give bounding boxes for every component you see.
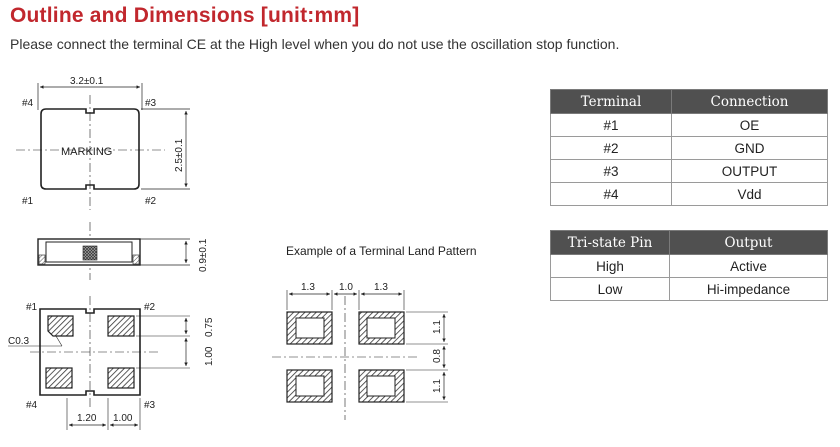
top-height-dim: 2.5±0.1 bbox=[174, 138, 185, 172]
top-pin3-label: #3 bbox=[145, 98, 157, 109]
land-dim-mid: 1.0 bbox=[339, 282, 353, 293]
tristate-output-table bbox=[550, 230, 828, 301]
output-cell: Hi-impedance bbox=[670, 278, 828, 301]
terminal-cell: #4 bbox=[551, 183, 672, 206]
connection-cell: GND bbox=[672, 137, 828, 160]
land-pad-bottom-right bbox=[359, 370, 404, 402]
bottom-pin2-label: #2 bbox=[144, 302, 156, 313]
terminal-cell: #3 bbox=[551, 160, 672, 183]
side-view bbox=[38, 222, 209, 280]
table-row bbox=[551, 160, 828, 183]
land-pad-top-left bbox=[287, 312, 332, 344]
land-dim-top-pad: 1.1 bbox=[432, 320, 443, 334]
land-dim-left: 1.3 bbox=[301, 282, 315, 293]
page-title: Outline and Dimensions [unit:mm] bbox=[10, 4, 360, 27]
output-header: Output bbox=[670, 231, 828, 255]
table-row bbox=[551, 278, 828, 301]
bottom-pin3-label: #3 bbox=[144, 400, 156, 411]
chamfer-label: C0.3 bbox=[8, 336, 30, 347]
table-row bbox=[551, 137, 828, 160]
top-view bbox=[16, 76, 190, 210]
dim-075-label: 0.75 bbox=[204, 317, 215, 337]
land-pattern bbox=[272, 244, 477, 420]
dim-100-vertical-label: 1.00 bbox=[204, 346, 215, 366]
terminal-cell: #1 bbox=[551, 114, 672, 137]
output-cell: Active bbox=[670, 255, 828, 278]
connection-cell: OE bbox=[672, 114, 828, 137]
land-dim-bottom-pad: 1.1 bbox=[432, 379, 443, 393]
bottom-pin1-label: #1 bbox=[26, 302, 38, 313]
terminal-cell: #2 bbox=[551, 137, 672, 160]
dim-120-label: 1.20 bbox=[77, 413, 97, 424]
page-subtitle: Please connect the terminal CE at the High level when you do not use the oscillation stop function. bbox=[10, 36, 620, 52]
land-dim-gap: 0.8 bbox=[432, 349, 443, 363]
terminal-header: Terminal bbox=[551, 90, 672, 114]
table-row bbox=[551, 183, 828, 206]
table-row bbox=[551, 255, 828, 278]
top-width-dim: 3.2±0.1 bbox=[70, 76, 104, 87]
tristate-header: Tri-state Pin bbox=[551, 231, 670, 255]
marking-label: MARKING bbox=[61, 146, 113, 158]
terminal-connection-table bbox=[550, 89, 828, 206]
land-pad-bottom-left bbox=[287, 370, 332, 402]
top-pin2-label: #2 bbox=[145, 196, 157, 207]
dim-100-horizontal-label: 1.00 bbox=[113, 413, 133, 424]
connection-cell: OUTPUT bbox=[672, 160, 828, 183]
connection-header: Connection bbox=[672, 90, 828, 114]
tristate-cell: High bbox=[551, 255, 670, 278]
bottom-pin4-label: #4 bbox=[26, 400, 38, 411]
land-pad-top-right bbox=[359, 312, 404, 344]
bottom-view bbox=[8, 296, 215, 430]
top-pin4-label: #4 bbox=[22, 98, 34, 109]
land-dim-right: 1.3 bbox=[374, 282, 388, 293]
top-pin1-label: #1 bbox=[22, 196, 34, 207]
tristate-cell: Low bbox=[551, 278, 670, 301]
table-row bbox=[551, 114, 828, 137]
land-pattern-caption: Example of a Terminal Land Pattern bbox=[286, 244, 477, 258]
connection-cell: Vdd bbox=[672, 183, 828, 206]
side-thickness-dim: 0.9±0.1 bbox=[198, 238, 209, 272]
